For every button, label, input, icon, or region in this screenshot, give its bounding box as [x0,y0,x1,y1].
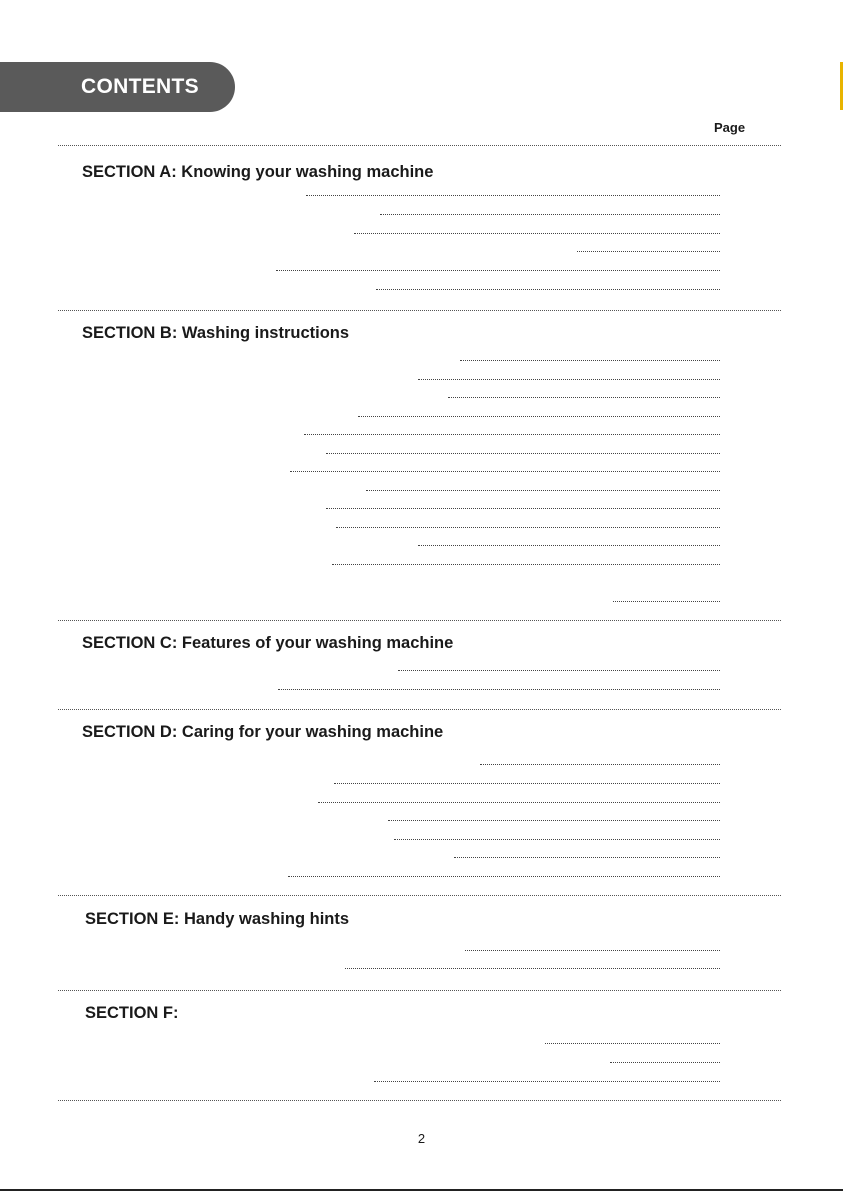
toc-leader [398,670,720,671]
toc-leader [326,508,720,509]
toc-leader [610,1062,720,1063]
section-separator [58,620,781,621]
toc-leader [345,968,720,969]
toc-leader [380,214,720,215]
section-f-title: SECTION F: [85,1004,179,1022]
toc-leader [358,416,720,417]
toc-leader [545,1043,720,1044]
toc-leader [278,689,720,690]
toc-leader [288,876,720,877]
section-d-title: SECTION D: Caring for your washing machine [82,723,444,741]
toc-leader [613,601,720,602]
toc-leader [465,950,720,951]
toc-leader [480,764,720,765]
section-separator [58,709,781,710]
toc-leader [366,490,720,491]
contents-title: CONTENTS [81,75,199,98]
toc-leader [304,434,720,435]
bottom-border [0,1189,843,1191]
toc-leader [306,195,720,196]
toc-leader [318,802,720,803]
toc-leader [374,1081,720,1082]
section-separator [58,145,781,146]
toc-leader [354,233,720,234]
toc-leader [388,820,720,821]
section-separator [58,990,781,991]
toc-leader [376,289,720,290]
toc-leader [577,251,720,252]
toc-leader [276,270,720,271]
page-number: 2 [417,1131,426,1146]
toc-leader [336,527,720,528]
page-column-label: Page [714,120,746,135]
toc-leader [332,564,720,565]
section-separator [58,1100,781,1101]
section-separator [58,895,781,896]
section-e-title: SECTION E: Handy washing hints [85,910,350,928]
toc-leader [290,471,720,472]
toc-leader [454,857,720,858]
toc-leader [394,839,720,840]
toc-leader [334,783,720,784]
toc-leader [418,545,720,546]
toc-leader [418,379,720,380]
section-a-title: SECTION A: Knowing your washing machine [82,163,434,181]
toc-leader [448,397,720,398]
toc-leader [460,360,720,361]
section-b-title: SECTION B: Washing instructions [82,324,350,342]
section-separator [58,310,781,311]
toc-leader [326,453,720,454]
section-c-title: SECTION C: Features of your washing machine [82,634,454,652]
